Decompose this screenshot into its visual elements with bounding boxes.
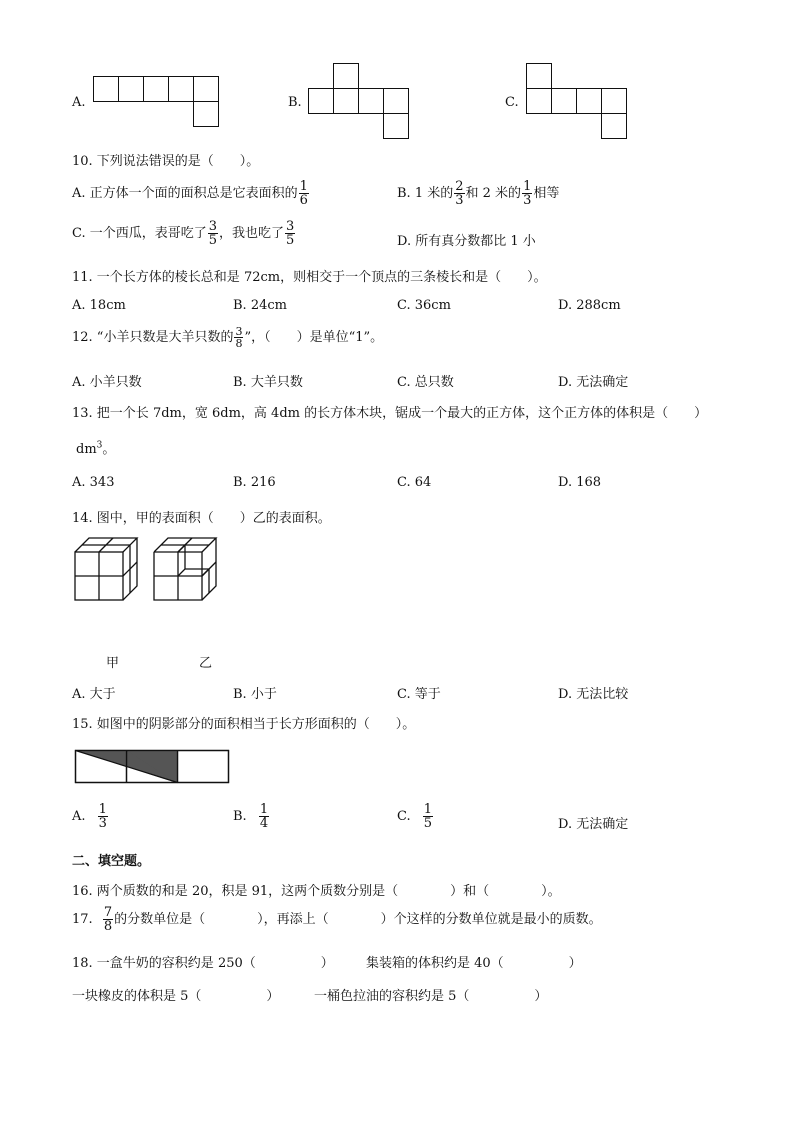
q11-option-c[interactable]: C. 36cm xyxy=(397,298,451,313)
q10-option-b-pre: B. 1 米的 xyxy=(397,186,454,201)
q13-option-b[interactable]: B. 216 xyxy=(233,475,276,490)
q10-option-c-fraction-2: $\frac{3}{5}$ xyxy=(286,219,295,248)
q12-option-a[interactable]: A. 小羊只数 xyxy=(72,375,142,390)
q13-unit-post: 。 xyxy=(102,442,116,457)
q9-option-c-label: C. xyxy=(505,95,519,110)
q15-option-c[interactable] xyxy=(397,803,434,830)
q18-line2-oil: 一桶色拉油的容积约是 5（ ） xyxy=(314,989,548,1004)
q13-option-d[interactable]: D. 168 xyxy=(558,475,602,490)
q10-option-b-mid: 和 2 米的 xyxy=(465,186,522,201)
q10-option-b-fraction-1: $\frac{2}{3}$ xyxy=(455,179,464,208)
q10-option-a-text: A. 正方体一个面的面积总是它表面积的 xyxy=(72,186,298,201)
q12-option-c[interactable]: C. 总只数 xyxy=(397,375,454,390)
q13-option-c[interactable]: C. 64 xyxy=(397,475,432,490)
q12-fraction: $\frac{3}{8}$ xyxy=(235,325,243,350)
q18-line1-milk: 18. 一盒牛奶的容积约是 250（ ） xyxy=(72,956,334,971)
q10-option-c-pre: C. 一个西瓜，表哥吃了 xyxy=(72,226,207,241)
section-title-fill-in: 二、填空题。 xyxy=(72,854,151,869)
q10-option-d[interactable]: D. 所有真分数都比 1 小 xyxy=(397,234,536,249)
q14-option-c[interactable]: C. 等于 xyxy=(397,687,441,702)
q9-net-c xyxy=(526,63,630,141)
q9-option-a-label: A. xyxy=(72,95,86,110)
q14-stem: 14. 图中，甲的表面积（ ）乙的表面积。 xyxy=(72,511,331,526)
q17-number: 17. xyxy=(72,912,93,927)
q10-option-c[interactable] xyxy=(72,220,296,247)
q12-stem xyxy=(72,326,383,349)
q14-figure-jia xyxy=(74,537,149,603)
q10-option-b-post: 相等 xyxy=(533,186,560,201)
q15-option-c-label: C. xyxy=(397,809,411,824)
q11-option-b[interactable]: B. 24cm xyxy=(233,298,287,313)
q10-option-b-fraction-2: $\frac{1}{3}$ xyxy=(523,179,532,208)
q15-option-b-label: B. xyxy=(233,809,247,824)
q14-option-d[interactable]: D. 无法比较 xyxy=(558,687,629,702)
q10-option-a[interactable] xyxy=(72,180,310,207)
q12-option-b[interactable]: B. 大羊只数 xyxy=(233,375,303,390)
q13-unit xyxy=(76,438,115,457)
q10-option-b[interactable] xyxy=(397,180,559,207)
q14-label-yi: 乙 xyxy=(199,656,213,671)
q11-stem: 11. 一个长方体的棱长总和是 72cm，则相交于一个顶点的三条棱长和是（ ）。 xyxy=(72,270,547,285)
q15-option-d[interactable]: D. 无法确定 xyxy=(558,817,629,832)
q15-option-a[interactable] xyxy=(72,803,109,830)
q15-stem: 15. 如图中的阴影部分的面积相当于长方形面积的（ ）。 xyxy=(72,717,416,732)
q14-figure-yi xyxy=(153,537,228,603)
q13-unit-exponent: 3 xyxy=(96,440,103,451)
q10-stem: 10. 下列说法错误的是（ ）。 xyxy=(72,154,260,169)
q9-net-a xyxy=(93,76,223,128)
q15-option-b-fraction: $\frac{1}{4}$ xyxy=(259,802,269,831)
q12-option-d[interactable]: D. 无法确定 xyxy=(558,375,629,390)
q13-option-a[interactable]: A. 343 xyxy=(72,475,115,490)
q18-line2-eraser: 一块橡皮的体积是 5（ ） xyxy=(72,989,280,1004)
q15-option-a-label: A. xyxy=(72,809,86,824)
q16-stem: 16. 两个质数的和是 20，积是 91，这两个质数分别是（ ）和（ ）。 xyxy=(72,884,561,899)
q9-option-b-label: B. xyxy=(288,95,302,110)
q17-text: 的分数单位是（ ），再添上（ ）个这样的分数单位就是最小的质数。 xyxy=(114,912,602,927)
q17-stem xyxy=(72,906,602,933)
q18-line1-container: 集装箱的体积约是 40（ ） xyxy=(366,956,582,971)
q15-option-c-fraction: $\frac{1}{5}$ xyxy=(423,802,433,831)
q14-option-a[interactable]: A. 大于 xyxy=(72,687,116,702)
q10-option-c-mid: ，我也吃了 xyxy=(219,226,285,241)
q13-stem: 13. 把一个长 7dm，宽 6dm，高 4dm 的长方体木块，锯成一个最大的正方体，这个正方体的体积是（ ） xyxy=(72,406,708,421)
q14-label-jia: 甲 xyxy=(106,656,120,671)
q12-stem-post: ”，（ ）是单位“1”。 xyxy=(244,330,384,345)
q9-net-b xyxy=(308,63,412,141)
q15-option-a-fraction: $\frac{1}{3}$ xyxy=(98,802,107,831)
q10-option-a-fraction: $\frac{1}{6}$ xyxy=(299,179,308,208)
q10-option-c-fraction-1: $\frac{3}{5}$ xyxy=(208,219,218,248)
q11-option-d[interactable]: D. 288cm xyxy=(558,298,621,313)
q17-fraction: $\frac{7}{8}$ xyxy=(103,905,113,934)
q15-option-b[interactable] xyxy=(233,803,270,830)
q11-option-a[interactable]: A. 18cm xyxy=(72,298,126,313)
q12-stem-pre: 12. “小羊只数是大羊只数的 xyxy=(72,330,234,345)
q13-unit-base: dm xyxy=(76,442,97,457)
q14-option-b[interactable]: B. 小于 xyxy=(233,687,277,702)
q15-rectangle-figure xyxy=(75,750,231,785)
